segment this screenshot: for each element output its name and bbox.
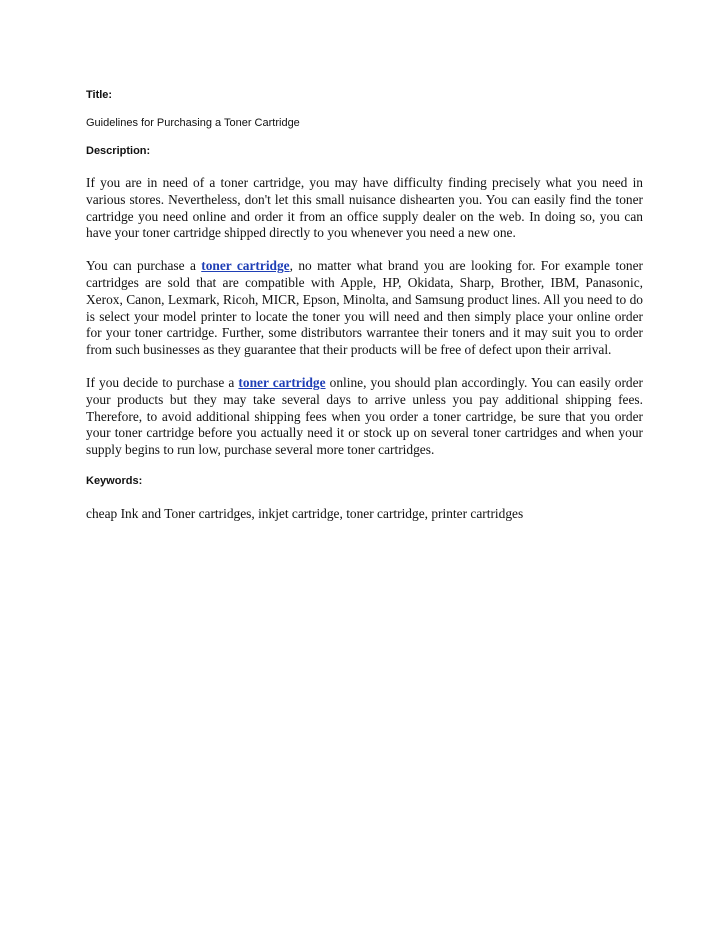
- keywords-label: Keywords:: [86, 474, 143, 487]
- paragraph-3-text-after: online, you should plan accordingly. You can easily order your products but they may take several days to arrive unless you pay additional shipping fees. Therefore, to avoid additional shipping fees when you order a toner cartridge, be sure that you order your toner cartridge before you actually need it or stock up on several toner cartridges and when your supply begins to run low, purchase several more toner cartridges.: [86, 374, 643, 458]
- title-label: Title:: [86, 89, 113, 101]
- keywords-list: cheap Ink and Toner cartridges, inkjet cartridge, toner cartridge, printer cartridges: [86, 505, 524, 521]
- paragraph-2-text-after: , no matter what brand you are looking for. For example toner cartridges are sold that are compatible with Apple, HP, Okidata, Sharp, Brother, IBM, Panasonic, Xerox, Canon, Lexmark, Ricoh, MICR, Epson, Minolta, and Samsung product lines. All you need to do is select your model printer to locate the toner you will need and then simply place your online order for your toner cartridge. Further, some distributors warrantee their toners and it may suit you to order from such businesses as they guarantee that their products will be free of defect upon their arrival.: [86, 258, 643, 358]
- document-title: Guidelines for Purchasing a Toner Cartridge: [86, 117, 300, 129]
- paragraph-3-text-before: If you decide to purchase a: [86, 374, 239, 390]
- toner-cartridge-link[interactable]: toner cartridge: [238, 374, 326, 390]
- paragraph-2: [86, 258, 643, 359]
- description-label: Description:: [86, 145, 151, 157]
- paragraph-1: If you are in need of a toner cartridge, you may have difficulty finding precisely what you need in various stores. Nevertheless, don't let this small nuisance dishearten you. You can easily find the toner cartridge you need online and order it from an office supply dealer on the web. In doing so, you can have your toner cartridge shipped directly to you whenever you need a new one.: [86, 175, 643, 241]
- paragraph-3: [86, 375, 643, 459]
- document-page: [86, 86, 643, 523]
- toner-cartridge-link[interactable]: toner cartridge: [201, 258, 290, 274]
- paragraph-2-text-before: You can purchase a: [86, 258, 202, 274]
